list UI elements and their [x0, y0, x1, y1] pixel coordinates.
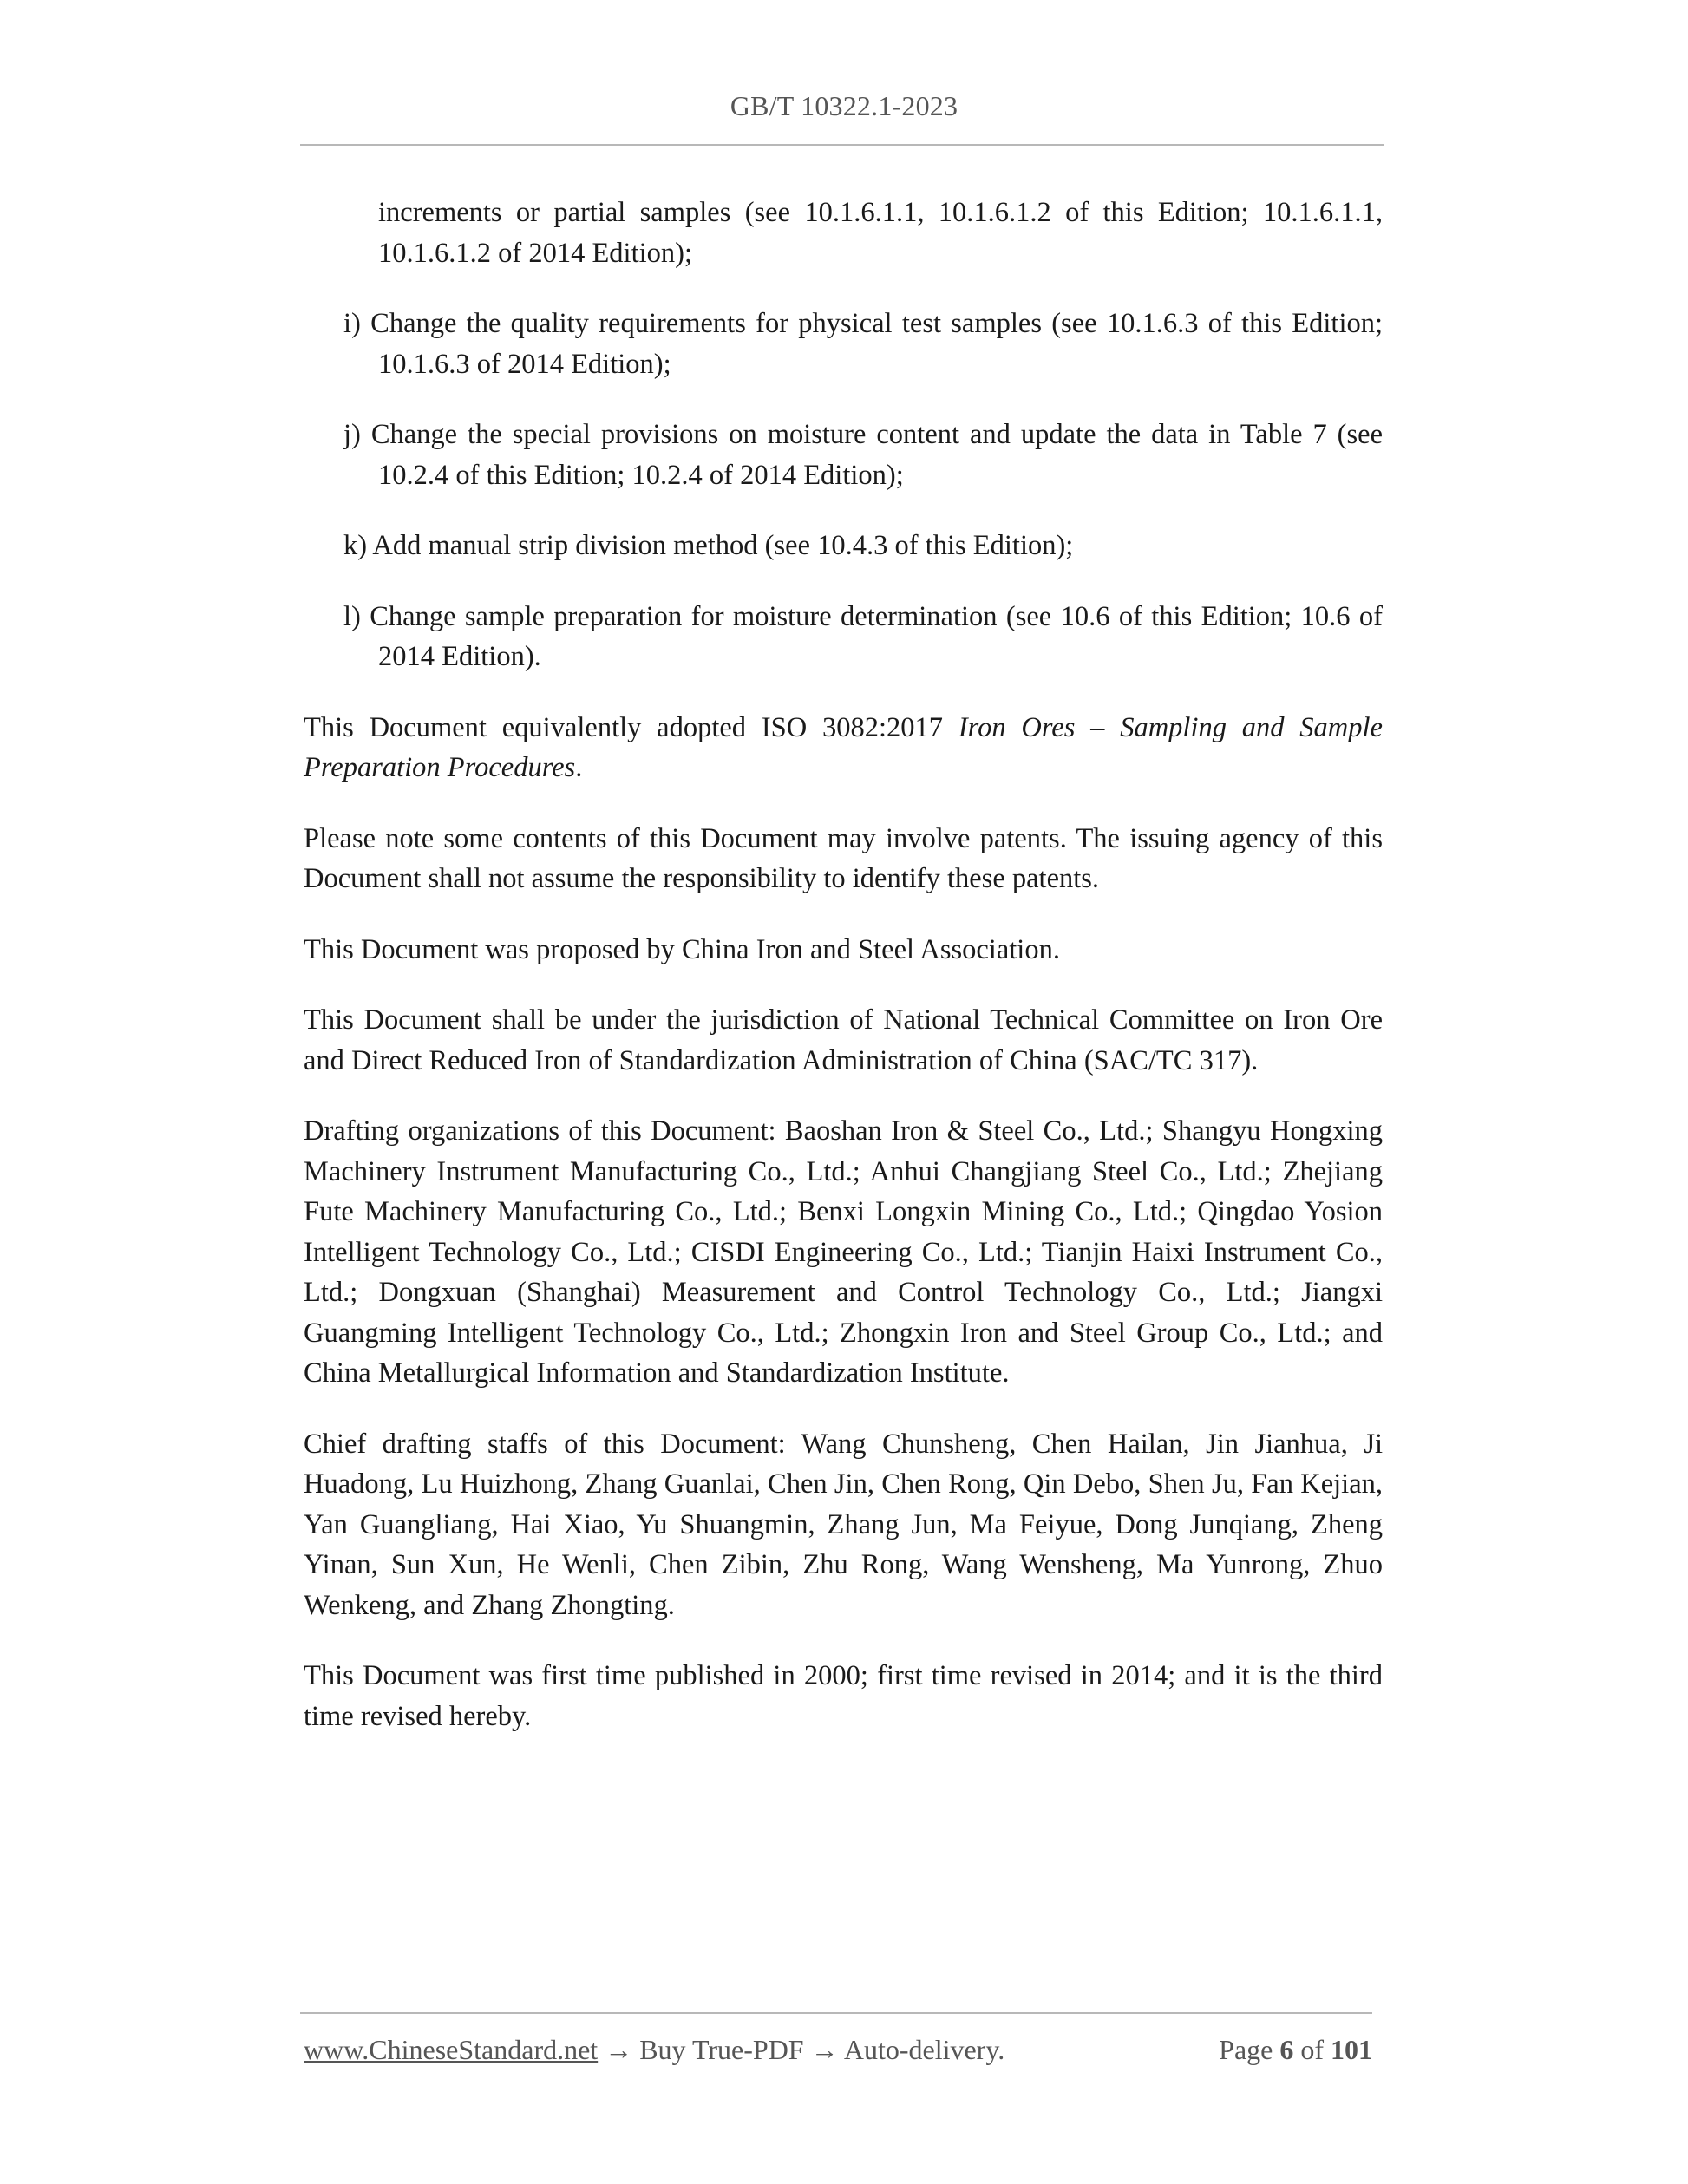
website-link[interactable]: www.ChineseStandard.net: [304, 2034, 599, 2065]
list-item-text: Add manual strip division method (see 10.4.3 of this Edition);: [372, 530, 1074, 561]
auto-delivery-text: Auto-delivery.: [843, 2034, 1005, 2065]
document-body: [304, 193, 1383, 1767]
drafting-organizations-paragraph: Drafting organizations of this Document: Baoshan Iron & Steel Co., Ltd.; Shangyu Hongxing Machinery Instrument Manufacturing Co., Ltd.; Anhui Changjiang Steel Co., Ltd.; Zhejiang Fute Machinery Manufacturing Co., Ltd.; Benxi Longxin Mining Co., Ltd.; Qingdao Yosion Intelligent Technology Co., Ltd.; CISDI Engineering Co., Ltd.; Tianjin Haixi Instrument Co., Ltd.; Dongxuan (Shanghai) Measurement and Control Technology Co., Ltd.; Jiangxi Guangming Intelligent Technology Co., Ltd.; Zhongxin Iron and Steel Group Co., Ltd.; and China Metallurgical Information and Standardization Institute.: [304, 1115, 1383, 1389]
footer-divider: [300, 2012, 1372, 2014]
list-item-text: Change sample preparation for moisture determination (see 10.6 of this Edition; 10.6 of 2014 Edition).: [370, 600, 1383, 672]
list-item-l: [304, 597, 1383, 677]
drafting-staff-paragraph: Chief drafting staffs of this Document: Wang Chunsheng, Chen Hailan, Jin Jianhua, Ji Huadong, Lu Huizhong, Zhang Guanlai, Chen Jin, Chen Rong, Qin Debo, Shen Ju, Fan Kejian, Yan Guangliang, Hai Xiao, Yu Shuangmin, Zhang Jun, Ma Feiyue, Dong Junqiang, Zheng Yinan, Sun Xun, He Wenli, Chen Zibin, Zhu Rong, Wang Wensheng, Ma Yunrong, Zhuo Wenkeng, and Zhang Zhongting.: [304, 1428, 1383, 1621]
list-item-i: [304, 304, 1383, 384]
list-item-k: [304, 526, 1383, 566]
proposed-paragraph: This Document was proposed by China Iron and Steel Association.: [304, 933, 1060, 965]
standard-number: GB/T 10322.1-2023: [730, 90, 958, 121]
of-label: of: [1300, 2034, 1324, 2065]
adoption-paragraph: [304, 708, 1383, 788]
history-paragraph: This Document was first time published in 2000; first time revised in 2014; and it is the third time revised hereby.: [304, 1660, 1383, 1732]
jurisdiction-paragraph: This Document shall be under the jurisdiction of National Technical Committee on Iron Ore and Direct Reduced Iron of Standardization Administration of China (SAC/TC 317).: [304, 1004, 1383, 1076]
current-page-number: 6: [1279, 2034, 1294, 2065]
header-divider: [300, 144, 1384, 146]
arrow-right-icon: →: [605, 2034, 633, 2065]
list-item-text: increments or partial samples (see 10.1.6.1.1, 10.1.6.1.2 of this Edition; 10.1.6.1.1, 10.1.6.1.2 of 2014 Edition);: [378, 197, 1383, 269]
page-label: Page: [1219, 2034, 1273, 2065]
list-item-h-continuation: [304, 193, 1383, 273]
adoption-suffix: .: [575, 752, 583, 783]
list-item-marker: l): [343, 600, 361, 632]
list-item-text: Change the quality requirements for physical test samples (see 10.1.6.3 of this Edition; 10.1.6.3 of 2014 Edition);: [370, 308, 1384, 380]
list-item-marker: i): [343, 308, 361, 339]
adopted-standard-title: Iron Ores – Sampling and Sample Preparation Procedures: [304, 711, 1383, 783]
list-item-marker: k): [343, 530, 368, 561]
buy-pdf-text: Buy True-PDF: [639, 2034, 804, 2065]
page-header: [304, 90, 1384, 122]
adoption-prefix: This Document equivalently adopted ISO 3082:2017: [304, 711, 958, 743]
list-item-j: [304, 415, 1383, 495]
arrow-right-icon: →: [810, 2034, 839, 2065]
footer-promo: [304, 2034, 1004, 2066]
total-page-number: 101: [1331, 2034, 1372, 2065]
page-counter: [1219, 2034, 1372, 2066]
patents-paragraph: Please note some contents of this Document may involve patents. The issuing agency of this Document shall not assume the responsibility to identify these patents.: [304, 822, 1383, 894]
page-footer: [304, 2034, 1372, 2074]
list-item-text: Change the special provisions on moisture content and update the data in Table 7 (see 10.2.4 of this Edition; 10.2.4 of 2014 Edition);: [370, 419, 1383, 491]
list-item-marker: j): [343, 419, 361, 450]
